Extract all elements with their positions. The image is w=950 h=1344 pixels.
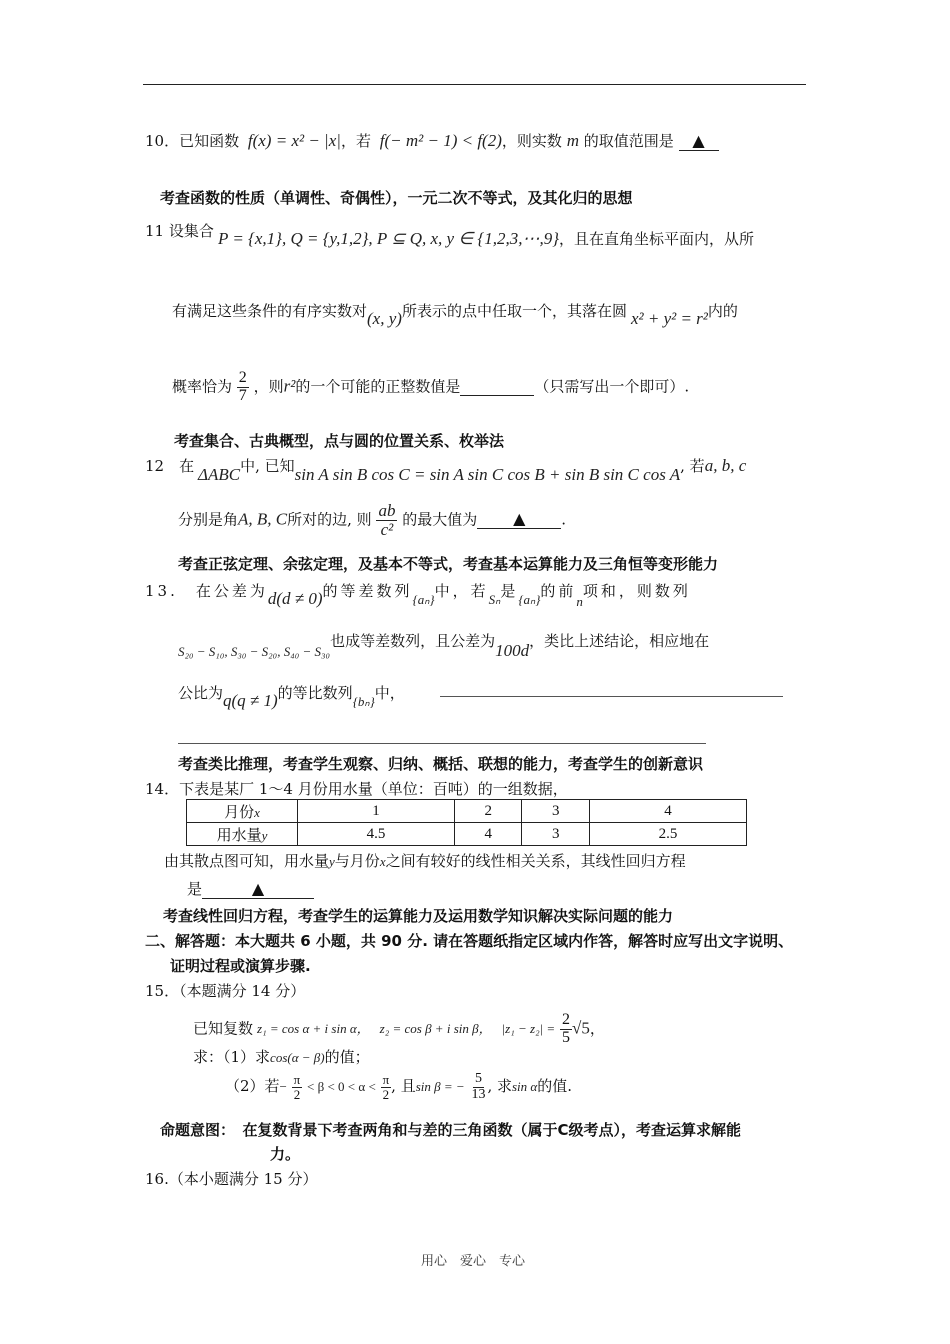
q15-line2	[193, 1046, 370, 1067]
q15-l3d: 的值.	[537, 1077, 573, 1096]
q12-mid: 中, 已知	[240, 457, 295, 475]
q15-frac-5-13	[469, 1072, 487, 1102]
q15-pi-num: π	[293, 1072, 301, 1088]
q13-t9: 的等比数列	[277, 684, 353, 702]
q13-t3: 是	[500, 582, 519, 600]
question-14-line2	[164, 850, 686, 871]
q13-t4: 的前	[540, 582, 577, 600]
table-cell: 1	[298, 800, 455, 823]
q15-abs: |z₁ − z₂| =	[501, 1021, 556, 1037]
water-usage-table	[186, 799, 747, 846]
table-header-usage	[187, 823, 298, 846]
q15-z2: z₂ = cos β + i sin β，	[379, 1021, 492, 1037]
q13-bn: {bₙ}	[352, 694, 375, 709]
q13-t6: 也成等差数列，且公差为	[330, 632, 496, 650]
q13-t5: 项和，则数列	[582, 582, 691, 600]
q11-note: 考查集合、古典概型，点与圆的位置关系、枚举法	[174, 432, 505, 450]
table-row	[187, 823, 747, 846]
table-row	[187, 800, 747, 823]
q15-note-line2: 力。	[270, 1145, 301, 1163]
header-rule	[143, 84, 806, 85]
q11-line3a: 概率恰为	[172, 377, 233, 396]
q13-q: q(q ≠ 1)	[223, 691, 278, 710]
q15-l3a: （2）若	[225, 1077, 280, 1096]
q15-fraction	[560, 1012, 572, 1047]
q15-l1end: ，	[589, 1019, 605, 1038]
q12-abc: a, b, c	[704, 456, 747, 475]
q10-end: 的取值范围是	[583, 132, 674, 150]
q15-pi-frac-2	[381, 1073, 392, 1101]
question-11-line3	[172, 370, 689, 405]
q12-line2a: 分别是角	[178, 510, 239, 529]
q12-line2c: 的最大值为	[402, 510, 478, 529]
table-cell: 3	[522, 823, 590, 846]
section2-heading-cont: 证明过程或演算步骤.	[170, 957, 311, 975]
question-12-line2: 分别是角A, B, C所对的边, 则 $\frac{ab}{\text{c²}}$ 的最大值为 ▲ .	[178, 501, 567, 539]
q12-frac-num: ab	[378, 501, 396, 520]
q12-frac-den: c²	[380, 519, 394, 539]
q12-triangle: ΔABC	[198, 465, 241, 484]
question-11-line1	[145, 220, 214, 241]
q10-prefix: 10．已知函数	[145, 132, 240, 150]
q13-an: {aₙ}	[412, 592, 435, 607]
q15-note-line1: 命题意图： 在复数背景下考查两角和与差的三角函数（属于C级考点），考查运算求解能	[160, 1121, 742, 1139]
q14-x: x	[379, 854, 386, 869]
q13-diff: 100d	[495, 641, 530, 660]
q15-z1: z₁ = cos α + i sin α，	[257, 1021, 370, 1037]
q10-mid: ，若	[340, 132, 371, 150]
q11-circle: x² + y² = r²	[630, 309, 708, 328]
table-cell: 2.5	[590, 823, 747, 846]
q10-var-m: m	[566, 131, 579, 150]
q15-pi-num-2: π	[382, 1072, 390, 1088]
q12-prefix: 12 在	[145, 457, 195, 475]
question-13-line3	[178, 682, 405, 710]
q10-function: f(x) = x² − |x|	[247, 131, 341, 150]
q11-answer-blank	[460, 377, 534, 396]
question-11-line2	[172, 300, 738, 328]
q10-condition: f(− m² − 1) < f(2)	[379, 131, 502, 150]
q13-n: n	[576, 594, 583, 609]
q10-tail: ，则实数	[501, 132, 562, 150]
q12-equation: sin A sin B cos C = sin A sin C cos B + sin B sin C cos A	[294, 465, 681, 484]
table-cell: 3	[522, 800, 590, 823]
q11-pair: (x, y)	[367, 309, 402, 328]
q13-answer-line-1	[440, 696, 783, 697]
q13-t10: 中，	[374, 684, 405, 702]
q15-sina: sin α	[511, 1079, 538, 1095]
q15-f-num: 5	[474, 1071, 482, 1086]
q14-answer-blank: ▲	[202, 879, 314, 899]
q13-d: d(d ≠ 0)	[267, 589, 323, 608]
q14-line2c: 之间有较好的线性相关关系，其线性回归方程	[385, 852, 686, 870]
q15-f-den: 13	[471, 1086, 486, 1102]
q13-answer-line-2	[178, 743, 706, 744]
q14-line2b: 与月份	[334, 852, 380, 870]
question-12-eq-wrap	[198, 456, 747, 485]
question-10	[145, 130, 719, 151]
q15-two-den-2: 2	[382, 1086, 390, 1102]
q12-angles: A, B, C	[238, 509, 288, 529]
q13-t8: 公比为	[178, 684, 224, 702]
q11-line3b: ，则	[253, 377, 284, 396]
q15-inequality: < β < 0 < α <	[307, 1079, 376, 1095]
q14-line2a: 由其散点图可知，用水量	[164, 852, 330, 870]
table-cell: 4	[454, 823, 522, 846]
usage-var: y	[261, 827, 268, 843]
q15-l1a: 已知复数	[193, 1019, 254, 1038]
q15-l3c: , 求	[487, 1077, 512, 1096]
question-14-line3	[187, 878, 314, 899]
q13-Sn: Sₙ	[488, 592, 501, 607]
q11-tail1: ，且在直角坐标平面内，从所	[559, 230, 755, 248]
table-cell: 4	[590, 800, 747, 823]
question-13-line2	[178, 630, 710, 660]
q13-note: 考查类比推理，考查学生观察、归纳、概括、联想的能力，考查学生的创新意识	[178, 755, 704, 773]
q12-answer-blank: ▲	[477, 509, 561, 529]
q15-l3b: , 且	[391, 1077, 416, 1096]
table-cell: 2	[454, 800, 522, 823]
q15-frac-den: 5	[561, 1028, 570, 1046]
q11-frac-den: 7	[238, 386, 247, 404]
q15-frac-num: 2	[561, 1011, 570, 1028]
q11-line3c: 的一个可能的正整数值是	[295, 377, 461, 396]
q13-an-repeat: {aₙ}	[518, 592, 541, 607]
usage-label: 用水量	[216, 827, 262, 844]
q13-t7: ，类比上述结论，相应地在	[529, 632, 710, 650]
q11-line2c: 内的	[707, 302, 738, 320]
q15-line3	[225, 1072, 572, 1102]
q15-header: 15．（本题满分 14 分）	[145, 982, 306, 1000]
question-12-line1	[145, 455, 194, 476]
table-cell: 4.5	[298, 823, 455, 846]
q12-fraction	[376, 502, 397, 539]
q11-line2a: 有满足这些条件的有序实数对	[172, 302, 368, 320]
q11-sets: P = {x,1}, Q = {y,1,2}, P ⊆ Q, x, y ∈ {1,2,3,⋯,9}	[218, 229, 559, 248]
q12-line2b: 所对的边, 则	[287, 510, 372, 529]
q13-t1: 的等差数列	[322, 582, 413, 600]
q13-t2: 中，若	[434, 582, 489, 600]
month-label: 月份	[224, 804, 255, 821]
q10-note: 考查函数的性质（单调性、奇偶性），一元二次不等式，及其化归的思想	[160, 189, 633, 207]
section2-heading: 二、解答题：本大题共 6 小题，共 90 分. 请在答题纸指定区域内作答，解答时应写出文字说明、	[145, 932, 794, 950]
q15-two-den: 2	[293, 1086, 301, 1102]
q11-line3d: （只需写出一个即可）.	[534, 377, 690, 396]
page-footer: 用心 爱心 专心	[421, 1254, 526, 1269]
q13-prefix: 13. 在公差为	[145, 582, 268, 600]
question-11-sets-wrap	[218, 228, 754, 249]
q14-note: 考查线性回归方程，考查学生的运算能力及运用数学知识解决实际问题的能力	[163, 907, 674, 925]
q11-prefix: 11 设集合	[145, 222, 214, 240]
q12-note: 考查正弦定理、余弦定理，及基本不等式，考查基本运算能力及三角恒等变形能力	[178, 555, 719, 573]
q11-fraction	[237, 370, 249, 405]
q12-tail: , 若	[680, 457, 705, 475]
q15-sqrt: √5	[571, 1018, 590, 1038]
table-header-month	[187, 800, 298, 823]
q13-sequence: S₂₀ − S₁₀, S₃₀ − S₂₀, S₄₀ − S₃₀	[178, 644, 331, 659]
q15-line1	[193, 1012, 605, 1047]
q15-pi-frac-1	[292, 1073, 303, 1101]
q15-sinb: sin β = −	[415, 1079, 465, 1095]
q14-prefix: 14．下表是某厂 1～4 月份用水量（单位：百吨）的一组数据，	[145, 780, 568, 798]
q11-frac-num: 2	[238, 369, 247, 386]
q10-answer-blank: ▲	[679, 131, 719, 151]
q15-l2a: 求：（1）求	[193, 1048, 271, 1066]
q15-l2b: 的值；	[324, 1048, 370, 1066]
question-13-line1	[145, 580, 691, 609]
q15-cos: cos(α − β)	[270, 1050, 325, 1065]
q11-r2: r²	[283, 376, 296, 396]
month-var: x	[254, 804, 260, 820]
q11-line2b: 所表示的点中任取一个，其落在圆	[401, 302, 627, 320]
q16-header: 16.（本小题满分 15 分）	[145, 1170, 318, 1188]
q14-y: y	[329, 854, 335, 869]
q14-line3: 是	[187, 880, 203, 898]
q15-neg: −	[279, 1079, 287, 1095]
